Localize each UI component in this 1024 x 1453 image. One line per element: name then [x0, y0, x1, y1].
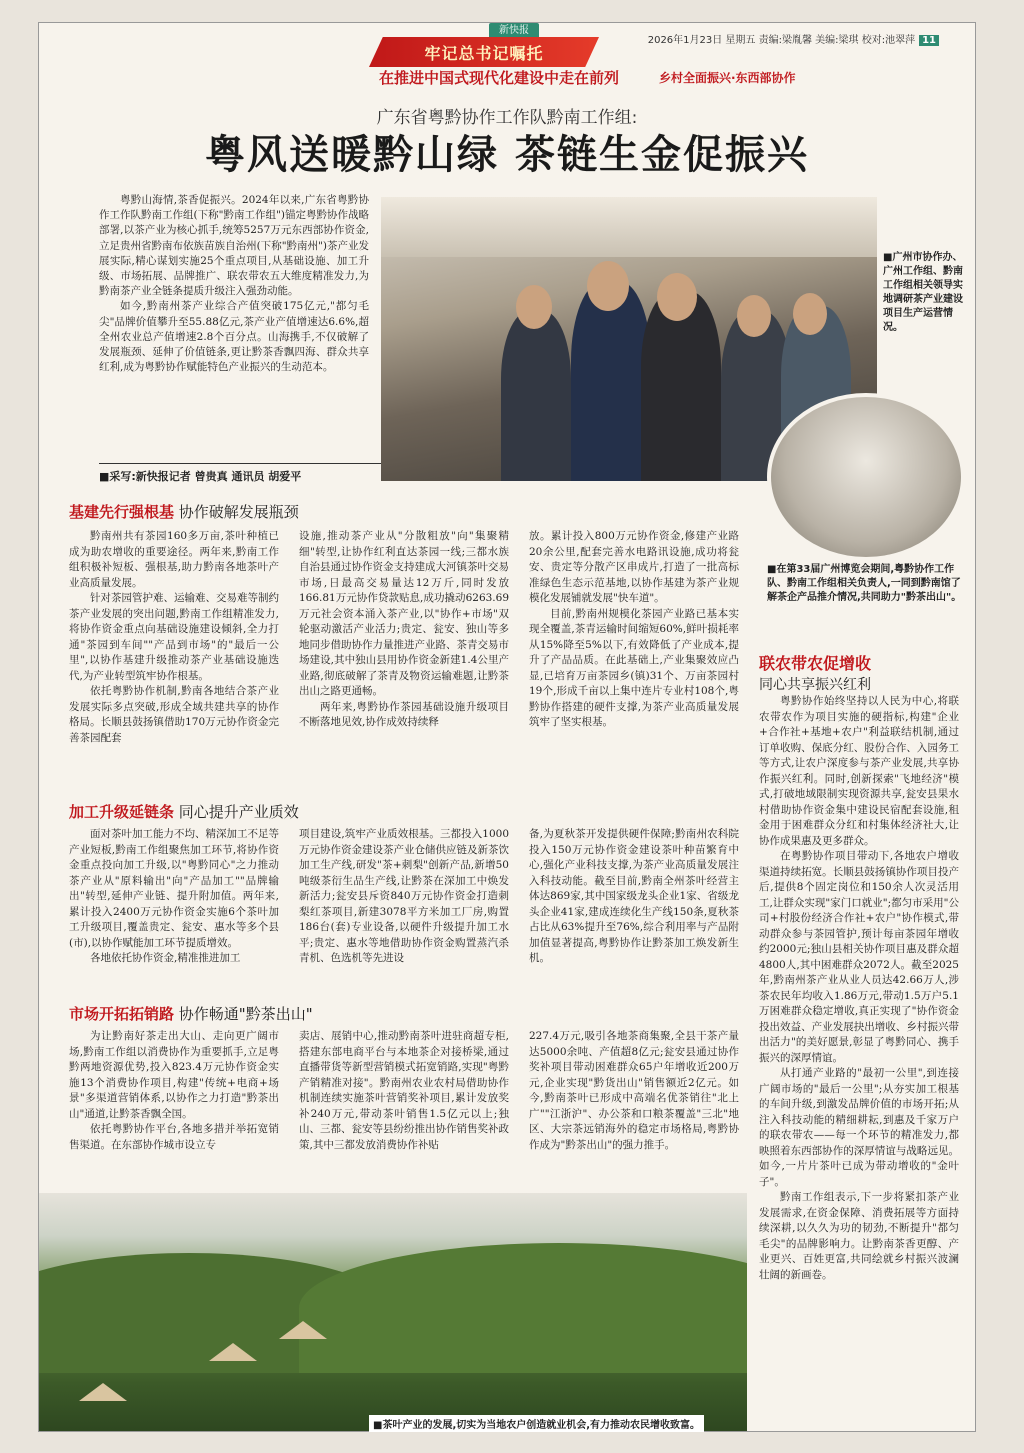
paragraph: 227.4万元,吸引各地茶商集聚,全县干茶产量达5000余吨、产值超8亿元;瓮安县通过协作奖补项目带动困难群众65户年增收近200万元,企业实现"黔货出山"销售额近2亿元。如今,黔南茶叶已形成中高端名优茶销往"北上广""江浙沪"、办公茶和口粮茶覆盖"三北"地区、大宗茶远销海外的稳定市场格局,粤黔协作成为"黔茶出山"的强力推手。	[529, 1030, 739, 1151]
paragraph: 卖店、展销中心,推动黔南茶叶进驻商超专柜,搭建东部电商平台与本地茶企对接桥梁,通过直播带货等新型营销模式拓宽销路,实现"粤黔产销精准对接"。黔南州农业农村局借助协作机制连续实施茶叶营销奖补项目,累计发放奖补240万元,带动茶叶销售1.5亿元以上;独山、三都、瓮安等县纷纷推出协作销售奖补政策,其中三都发放消费协作补贴	[299, 1030, 509, 1151]
paragraph: 黔南工作组表示,下一步将紧扣茶产业发展需求,在资金保障、消费拓展等方面持续深耕,以久久为功的韧劲,不断提升"都匀毛尖"的品牌影响力。让黔南茶香更醇、产业更兴、百姓更富,共同绘就乡村振兴波澜壮阔的新画卷。	[759, 1191, 959, 1281]
paragraph: 面对茶叶加工能力不均、精深加工不足等产业短板,黔南工作组聚焦加工环节,将协作资金重点投向加工升级,以"粤黔同心"之力推动茶产业从"原料输出"向"产品加工""品牌输出"转型,延伸产业链、提升附加值。两年来,累计投入2400万元协作资金实施6个茶叶加工升级项目,覆盖贵定、瓮安、惠水等多个县(市),以协作赋能加工环节提质增效。	[69, 828, 279, 949]
photo1-caption: ■广州市协作办、广州工作组、黔南工作组相关领导实地调研茶产业建设项目生产运营情况。	[883, 252, 963, 333]
paragraph: 依托粤黔协作平台,各地多措并举拓宽销售渠道。在东部协作城市设立专	[69, 1123, 279, 1151]
section-heading	[69, 501, 299, 522]
paragraph: 为让黔南好茶走出大山、走向更广阔市场,黔南工作组以消费协作为重要抓手,立足粤黔两地资源优势,投入823.4万元协作资金实施13个消费协作项目,构建"传统+电商+场景"多渠道营销体系,以协作之力打造"黔茶出山"通道,让黔茶香飘全国。	[69, 1030, 279, 1120]
paragraph: 黔南州共有茶园160多万亩,茶叶种植已成为助农增收的重要途径。两年来,黔南工作组积极补短板、强根基,助力黔南各地茶叶产业高质量发展。	[69, 530, 279, 589]
paragraph: 各地依托协作资金,精准推进加工	[90, 952, 241, 964]
article-lead	[99, 193, 369, 375]
article-headline: 粤风送暖黔山绿 茶链生金促振兴	[205, 131, 809, 178]
header-tag: 乡村全面振兴·东西部协作	[659, 71, 796, 85]
paragraph: 从打通产业路的"最初一公里",到连接广阔市场的"最后一公里";从夯实加工根基的车间升级,到激发品牌价值的市场开拓;从注入科技动能的精细耕耘,到惠及千家万户的联农带农——每一个环节的精准发力,都映照着东西部协作的深厚情谊与战略远见。如今,一片片茶叶已成为带动增收的"金叶子"。	[759, 1067, 959, 1188]
section-heading-black: 同心提升产业质效	[178, 803, 299, 821]
right-column-subtitle: 同心共享振兴红利	[759, 677, 871, 693]
paragraph: 针对茶园管护难、运输难、交易难等制约茶产业发展的突出问题,黔南工作组精准发力,将协作资金重点向基础设施建设倾斜,全力打通"茶园到车间""产品到市场"的"最后一公里",以协作基建升级推动茶产业基础设施迭代,为产业转型筑牢协作根基。	[69, 592, 279, 682]
section2-col3	[529, 827, 739, 967]
section-heading-red: 市场开拓拓销路	[69, 1005, 175, 1023]
section3-col3	[529, 1029, 739, 1153]
paragraph: 项目建设,筑牢产业质效根基。三都投入1000万元协作资金建设茶产业仓储供应链及新茶饮加工生产线,研发"茶+刺梨"创新产品,新增50吨级茶衍生品生产线,让黔茶在深加工中焕发新活力;瓮安县斥资840万元协作资金打造刺梨红茶项目,新建3078平方米加工厂房,购置186台(套)专业设备,以硬件升级提升加工水平;贵定、惠水等地借助协作资金购置蒸汽杀青机、色选机等先进设	[299, 828, 509, 964]
section3-col2	[299, 1029, 509, 1153]
section-heading-black: 协作畅通"黔茶出山"	[178, 1005, 313, 1023]
paragraph: 依托粤黔协作机制,黔南各地结合茶产业发展实际多点突破,形成全域共建共享的协作格局。长顺县鼓扬镇借助170万元协作资金完善茶园配套	[69, 685, 279, 744]
article-kicker: 广东省粤黔协作工作队黔南工作组:	[376, 108, 638, 128]
paragraph: 目前,黔南州规模化茶园产业路已基本实现全覆盖,茶青运输时间缩短60%,鲜叶损耗率从15%降至5%以下,有效降低了产业成本,提升了产品品质。在此基础上,产业集聚效应凸显,已培育万亩茶园乡(镇)31个、万亩茶园村19个,形成千亩以上集中连片专业村108个,粤黔协作搭建的硬件支撑,为茶产业高质量发展筑牢了坚实根基。	[529, 607, 739, 728]
paragraph: 备,为夏秋茶开发提供硬件保障;黔南州农科院投入150万元协作资金建设茶叶种苗繁育中心,强化产业科技支撑,为茶产业高质量发展注入科技动能。截至目前,黔南全州茶叶经营主体达869家,其中国家级龙头企业1家、省级龙头企业41家,建成连续化生产线150条,夏秋茶占比从63%提升至76%,综合利用率与产品附加值显著提高,粤黔协作让黔茶加工焕发新生机。	[529, 828, 739, 964]
section1-col1	[69, 529, 279, 746]
section-heading	[69, 801, 299, 822]
paragraph: 在粤黔协作项目带动下,各地农户增收渠道持续拓宽。长顺县鼓扬镇协作项目投产后,提供8个固定岗位和150余人次灵活用工,让群众实现"家门口就业";都匀市采用"公司+村股份经济合作社+农户"协作模式,带动群众参与茶园管护,预计每亩茶园年增收约2000元;独山县相关协作项目惠及群众超4800人,其中困难群众2072人。截至2025年,黔南州茶产业从业人员达42.66万人,涉茶农民年均收入1.86万元,带动1.5万户5.1万困难群众稳定增收,真正实现了"协作资金投出效益、产业发展抉出增收、乡村振兴带出活力"的美好愿景,彰显了粤黔同心、携手振兴的深厚情谊。	[759, 850, 959, 1064]
section-heading-red: 基建先行强根基	[69, 503, 175, 521]
section-heading	[69, 1003, 313, 1024]
section-heading-black: 协作破解发展瓶颈	[178, 503, 299, 521]
section-badge: 新快报	[489, 23, 539, 39]
newspaper-page	[38, 22, 976, 1432]
paragraph: 设施,推动茶产业从"分散粗放"向"集聚精细"转型,让协作红利直达茶园一线;三都水族自治县通过协作资金支持建成大河镇茶叶交易市场,日最高交易量达12万斤,同时发放166.81万元协作贷款贴息,成功撬动6263.69万元社会资本涌入茶产业,以"协作+市场"双轮驱动激活产业活力;贵定、瓮安、独山等多地同步借助协作力量推进产业路、茶青交易市场建设,其中独山县用协作资金新建1.4公里产业路,彻底破解了茶青及物资运输难题,让黔茶出山之路更通畅。	[299, 530, 509, 697]
section-heading-red: 加工升级延链条	[69, 803, 175, 821]
header-slogan: 在推进中国式现代化建设中走在前列	[379, 69, 620, 87]
photo-expo-booth	[767, 393, 965, 561]
paragraph: 放。累计投入800万元协作资金,修建产业路20余公里,配套完善水电路讯设施,成功将瓮安、贵定等分散产区串成片,打造了一批高标准绿色生态示范基地,以协作基建为茶产业规模化发展铺就发展"快车道"。	[529, 530, 739, 604]
paragraph: 两年来,粤黔协作茶园基础设施升级项目不断落地见效,协作成效持续释	[299, 700, 509, 728]
section2-col2	[299, 827, 509, 967]
ribbon-text: 牢记总书记嘱托	[424, 44, 544, 63]
section2-col1	[69, 827, 279, 967]
page-number: 11	[919, 35, 939, 46]
right-column	[759, 651, 959, 1283]
page-meta	[648, 31, 939, 46]
section3-col1	[69, 1029, 279, 1153]
lead-paragraph: 如今,黔南州茶产业综合产值突破175亿元,"都匀毛尖"品牌价值攀升至55.88亿元,茶产业产值增速达6.6%,超全州农业总产值增速2.8个百分点。山海携手,不仅破解了发展瓶颈、延伸了价值链条,更让黔茶香飘四海、群众共享红利,成为粤黔协作赋能特色产业振兴的生动范本。	[99, 300, 369, 374]
photo-tea-pickers	[39, 1193, 747, 1431]
lead-paragraph: 粤黔山海情,茶香促振兴。2024年以来,广东省粤黔协作工作队黔南工作组(下称"黔南工作组")锚定粤黔协作战略部署,以茶产业为核心抓手,统筹5257万元东西部协作资金,立足贵州省黔南布依族苗族自治州(下称"黔南州")茶产业发展实际,精心谋划实施25个重点项目,从基础设施、加工升级、市场拓展、品牌推广、联农带农五大维度精准发力,为黔南茶产业全链条提质升级注入强劲动能。	[99, 194, 369, 298]
photo3-caption: ■茶叶产业的发展,切实为当地农户创造就业机会,有力推动农民增收致富。	[369, 1415, 704, 1432]
paragraph: 粤黔协作始终坚持以人民为中心,将联农带农作为项目实施的硬指标,构建"企业+合作社+基地+农户"利益联结机制,通过订单收购、保底分红、股份合作、入园务工等方式,让农户深度参与茶产业发展,共享协作振兴红利。同时,创新探索"飞地经济"模式,打破地域限制实现资源共享,瓮安县果水村借助协作资金集中建设民宿配套设施,租金用于困难群众分红和村集体经济社大,让协作成果惠及更多群众。	[759, 695, 959, 847]
meta-text: 2026年1月23日 星期五 责编:梁胤馨 美编:梁琪 校对:池翠萍	[647, 35, 916, 46]
section1-col3	[529, 529, 739, 731]
right-column-title: 联农带农促增收	[759, 654, 872, 673]
byline: ■采写:新快报记者 曾贵真 通讯员 胡爱平	[99, 463, 399, 484]
section1-col2	[299, 529, 509, 731]
photo2-caption: ■在第33届广州博览会期间,粤黔协作工作队、黔南工作组相关负责人,一同到黔南馆了解茶企产品推介情况,共同助力"黔茶出山"。	[767, 564, 962, 603]
